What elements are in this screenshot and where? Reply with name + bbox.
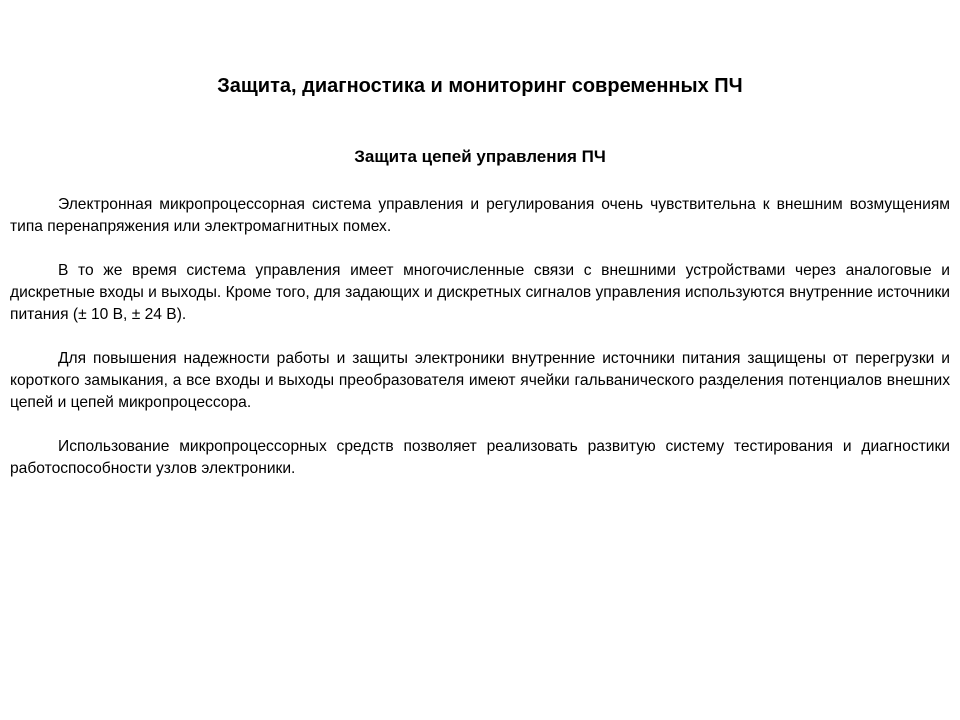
paragraph-4: Использование микропроцессорных средств позволяет реализовать развитую систему тестирования и диагностики работоспособности узлов электроники. <box>10 438 950 477</box>
paragraph-1: Электронная микропроцессорная система управления и регулирования очень чувствительна к внешним возмущениям типа перенапряжения или электромагнитных помех. <box>10 196 950 235</box>
section-subtitle: Защита цепей управления ПЧ <box>354 147 606 166</box>
body-text <box>10 194 950 502</box>
paragraph-2: В то же время система управления имеет многочисленные связи с внешними устройствами через аналоговые и дискретные входы и выходы. Кроме того, для задающих и дискретных сигналов управления используются внутренние источники питания (± 10 В, ± 24 В). <box>10 262 950 323</box>
paragraph-3: Для повышения надежности работы и защиты электроники внутренние источники питания защищены от перегрузки и короткого замыкания, а все входы и выходы преобразователя имеют ячейки гальванического разделения потенциалов внешних цепей и цепей микропроцессора. <box>10 350 950 411</box>
slide-title: Защита, диагностика и мониторинг современных ПЧ <box>217 75 743 97</box>
